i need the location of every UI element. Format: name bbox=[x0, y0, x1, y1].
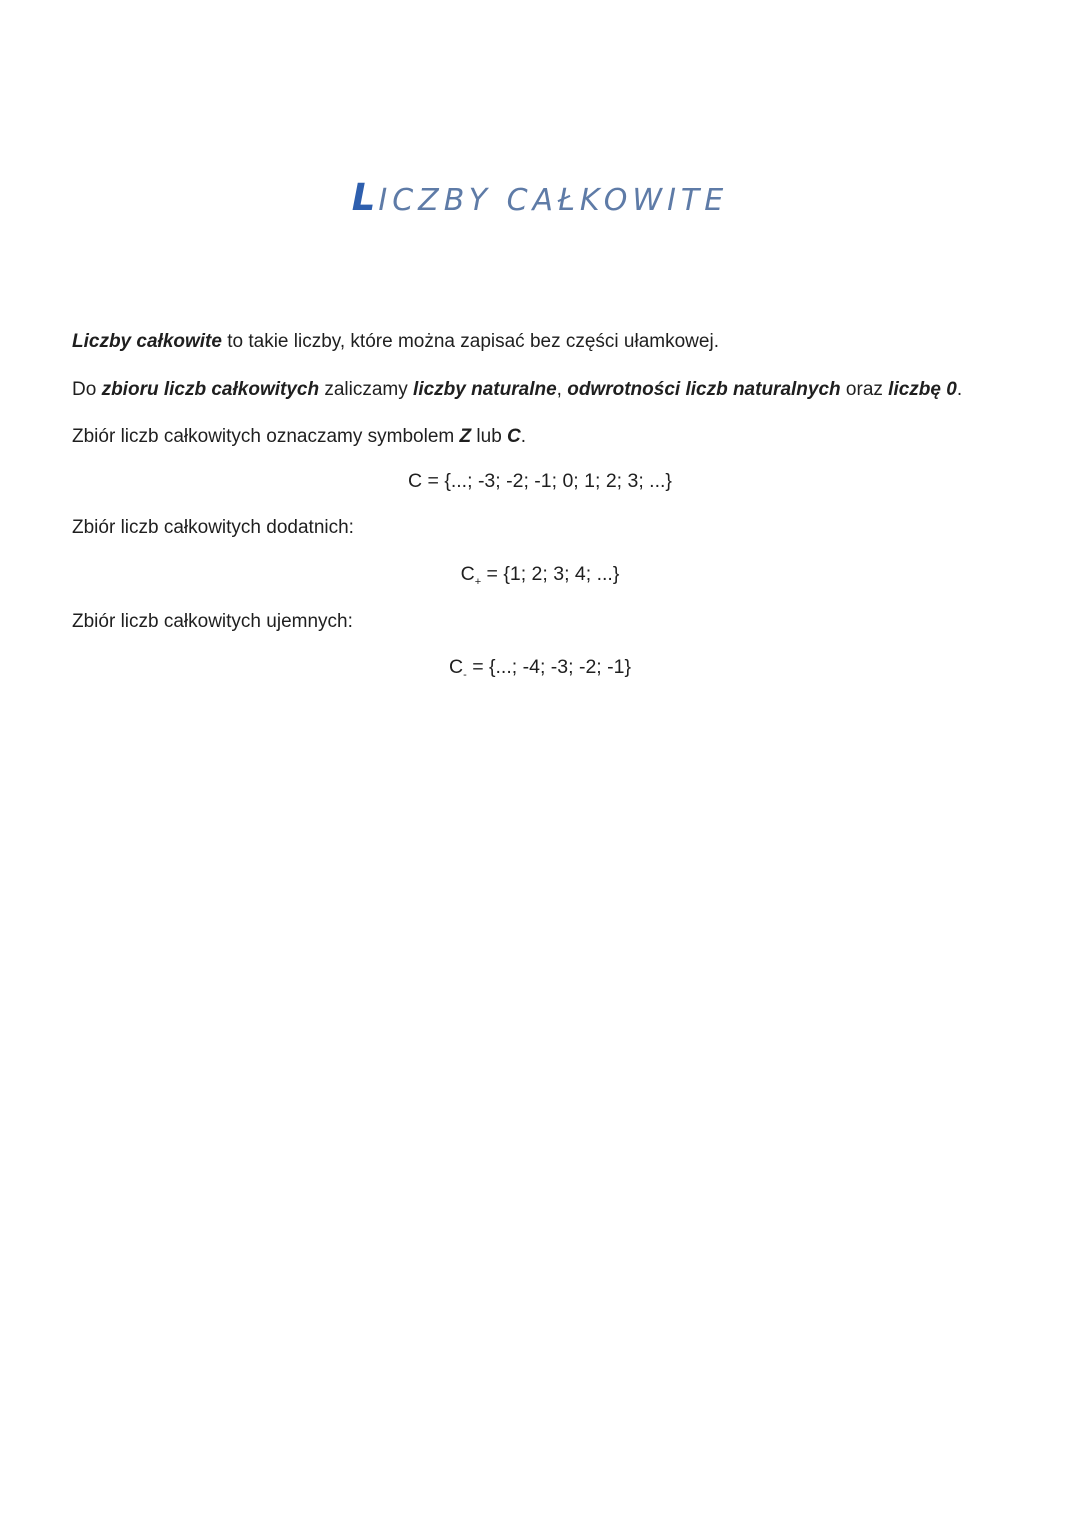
membership-seg-6: oraz bbox=[840, 379, 889, 400]
membership-seg-0: Do bbox=[72, 379, 102, 400]
label-negative-integers: Zbiór liczb całkowitych ujemnych: bbox=[72, 611, 353, 632]
negative-set-rest: = {...; -4; -3; -2; -1} bbox=[466, 656, 631, 678]
formula-set-all-integers: C = {...; -3; -2; -1; 0; 1; 2; 3; ...} bbox=[408, 470, 672, 492]
membership-seg-3: liczby naturalne bbox=[413, 379, 557, 400]
definition-rest: to takie liczby, które można zapisać bez części ułamkowej. bbox=[221, 331, 719, 352]
symbols-seg-2: lub bbox=[471, 426, 508, 447]
positive-set-base: C bbox=[460, 563, 475, 585]
formula-set-positive-integers bbox=[0, 562, 1080, 586]
negative-set-base: C bbox=[449, 656, 464, 678]
title-rest-text: ICZBY CAŁKOWITE bbox=[378, 183, 729, 218]
membership-seg-2: zaliczamy bbox=[319, 379, 414, 400]
paragraph-symbols bbox=[72, 425, 526, 449]
negative-set-subscript: - bbox=[463, 668, 467, 681]
symbols-seg-0: Zbiór liczb całkowitych oznaczamy symbolem bbox=[72, 426, 460, 447]
title-lead-letter: L bbox=[351, 176, 379, 219]
symbols-seg-4: . bbox=[520, 426, 527, 447]
membership-seg-4: , bbox=[556, 379, 568, 400]
positive-set-rest: = {1; 2; 3; 4; ...} bbox=[481, 563, 620, 585]
membership-seg-1: zbioru liczb całkowitych bbox=[101, 379, 320, 400]
membership-seg-5: odwrotności liczb naturalnych bbox=[567, 379, 841, 400]
paragraph-definition bbox=[72, 330, 719, 354]
page-title bbox=[0, 176, 1080, 219]
label-positive-integers: Zbiór liczb całkowitych dodatnich: bbox=[72, 517, 354, 538]
paragraph-membership bbox=[72, 378, 962, 402]
positive-set-subscript: + bbox=[474, 575, 482, 588]
symbols-seg-z: Z bbox=[459, 426, 472, 447]
definition-term: Liczby całkowite bbox=[72, 331, 222, 352]
symbols-seg-c: C bbox=[507, 426, 521, 447]
membership-seg-8: . bbox=[956, 379, 963, 400]
formula-set-negative-integers bbox=[0, 655, 1080, 679]
membership-seg-7: liczbę 0 bbox=[888, 379, 957, 400]
